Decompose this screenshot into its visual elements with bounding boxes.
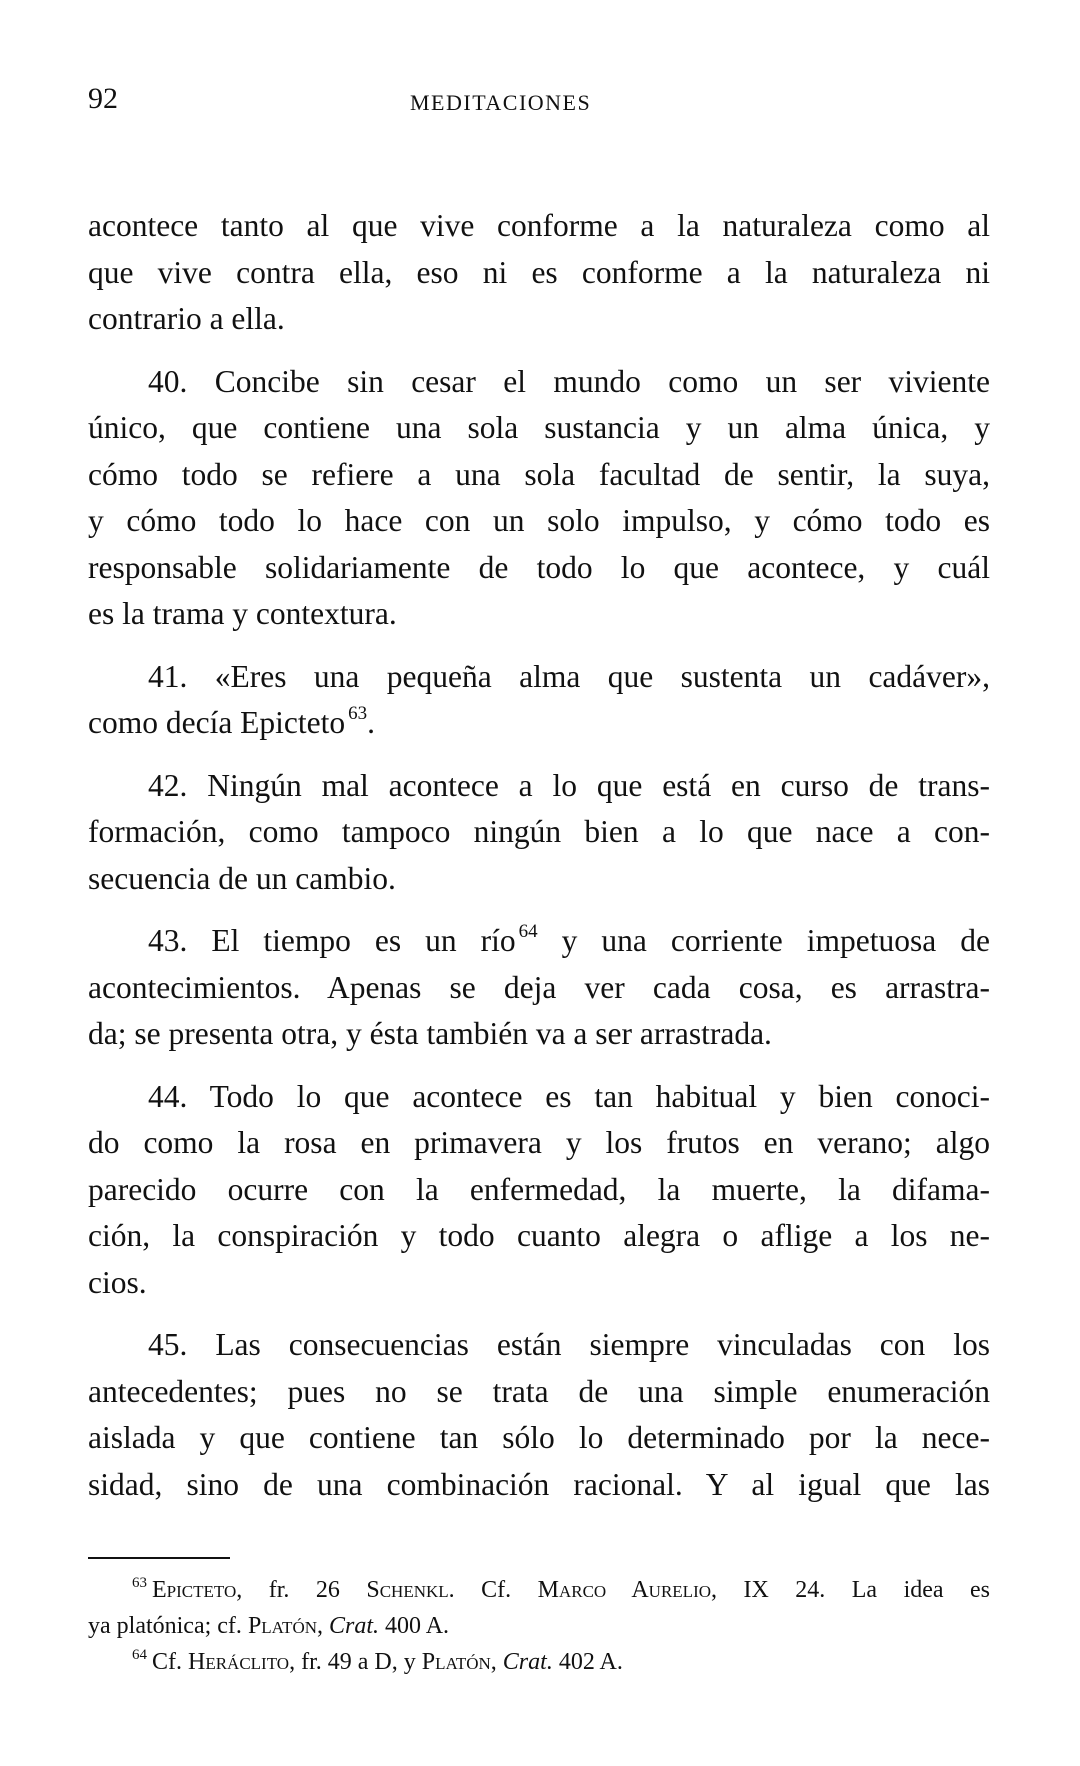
text-line: responsable solidariamente de todo lo que acontece, y cuál [88, 549, 990, 585]
paragraph-43 [88, 918, 990, 1058]
text-line: 42. Ningún mal acontece a lo que está en curso de trans- [148, 767, 990, 803]
footnote-number: 64 [132, 1647, 147, 1663]
running-head [88, 82, 988, 122]
footnote-64 [88, 1644, 990, 1680]
editor-name: Schenkl [366, 1577, 449, 1603]
text-line: y cómo todo lo hace con un solo impulso, y cómo todo es [88, 503, 990, 538]
text-line: cómo todo se refiere a una sola facultad de sentir, la suya, [88, 456, 990, 492]
work-title: Crat. [329, 1613, 380, 1639]
text-line: formación, como tampoco ningún bien a lo que nace a con- [88, 814, 990, 849]
footnote-number: 63 [132, 1575, 147, 1591]
author-name: Platón [421, 1649, 491, 1675]
footnote-63-continuation [88, 1608, 990, 1644]
text-line: es la trama y contextura. [88, 596, 397, 631]
text-line: 45. Las consecuencias están siempre vinculadas con los [148, 1327, 990, 1362]
footnote-divider [88, 1557, 230, 1559]
text-line: da; se presenta otra, y ésta también va a ser arrastrada. [88, 1016, 772, 1051]
page-number: 92 [88, 82, 118, 115]
text-span: , fr. 49 a D, y [289, 1649, 422, 1675]
text-line: do como la rosa en primavera y los frutos en verano; algo [88, 1125, 990, 1160]
footnotes [88, 1572, 990, 1680]
text-line: acontece tanto al que vive conforme a la naturaleza como al [88, 208, 990, 243]
paragraph-42 [88, 763, 990, 903]
text-span: 400 A. [379, 1613, 450, 1639]
text-line: 41. «Eres una pequeña alma que sustenta un cadáver», [148, 658, 990, 694]
text-line: aislada y que contiene tan sólo lo determinado por la nece- [88, 1420, 990, 1455]
text-line: cios. [88, 1264, 147, 1300]
text-line: que vive contra ella, eso ni es conforme a la naturaleza ni [88, 254, 990, 290]
paragraph-39-continuation [88, 203, 990, 343]
paragraph-45 [88, 1322, 990, 1508]
text-line: sidad, sino de una combinación racional. Y al igual que las [88, 1466, 990, 1502]
paragraph-44 [88, 1074, 990, 1307]
text-span: 43. El tiempo es un río [148, 923, 516, 958]
footnote-ref-64[interactable]: 64 [518, 921, 538, 942]
text-span: como decía Epicteto [88, 705, 346, 740]
text-span: 402 A. [552, 1649, 623, 1675]
running-title: MEDITACIONES [410, 90, 592, 115]
footnote-63 [88, 1572, 990, 1608]
author-name: Marco Aurelio [537, 1577, 712, 1603]
paragraph-40 [88, 359, 990, 638]
text-line: acontecimientos. Apenas se deja ver cada cosa, es arrastra- [88, 969, 990, 1005]
author-name: Epicteto [152, 1577, 237, 1603]
text-line: ción, la conspiración y todo cuanto alegra o aflige a los ne- [88, 1218, 990, 1253]
text-span: ya platónica; cf. [88, 1613, 248, 1639]
author-name: Platón [247, 1613, 317, 1639]
text-line: parecido ocurre con la enfermedad, la muerte, la difama- [88, 1171, 990, 1207]
text-line: único, que contiene una sola sustancia y un alma única, y [88, 410, 990, 445]
work-title: Crat. [502, 1649, 553, 1675]
author-name: Heráclito [188, 1649, 290, 1675]
text-span: y una corriente impetuosa de [537, 923, 990, 958]
text-line: 40. Concibe sin cesar el mundo como un ser viviente [148, 363, 990, 399]
text-span: . [367, 705, 376, 740]
text-line: secuencia de un cambio. [88, 860, 396, 896]
text-span: , fr. 26 [236, 1577, 367, 1603]
body-text [88, 203, 990, 1508]
footnote-ref-63[interactable]: 63 [348, 703, 368, 724]
text-span: . Cf. [448, 1577, 538, 1603]
text-span: , IX 24. La idea es [711, 1577, 991, 1603]
text-span: Cf. [152, 1649, 188, 1675]
text-span: , [490, 1649, 503, 1675]
paragraph-41 [88, 654, 990, 747]
text-span: , [317, 1613, 329, 1639]
text-line [88, 700, 990, 747]
text-line [88, 918, 990, 965]
text-line: 44. Todo lo que acontece es tan habitual y bien conoci- [148, 1078, 990, 1114]
text-line: contrario a ella. [88, 301, 285, 336]
text-line: antecedentes; pues no se trata de una simple enumeración [88, 1373, 990, 1409]
